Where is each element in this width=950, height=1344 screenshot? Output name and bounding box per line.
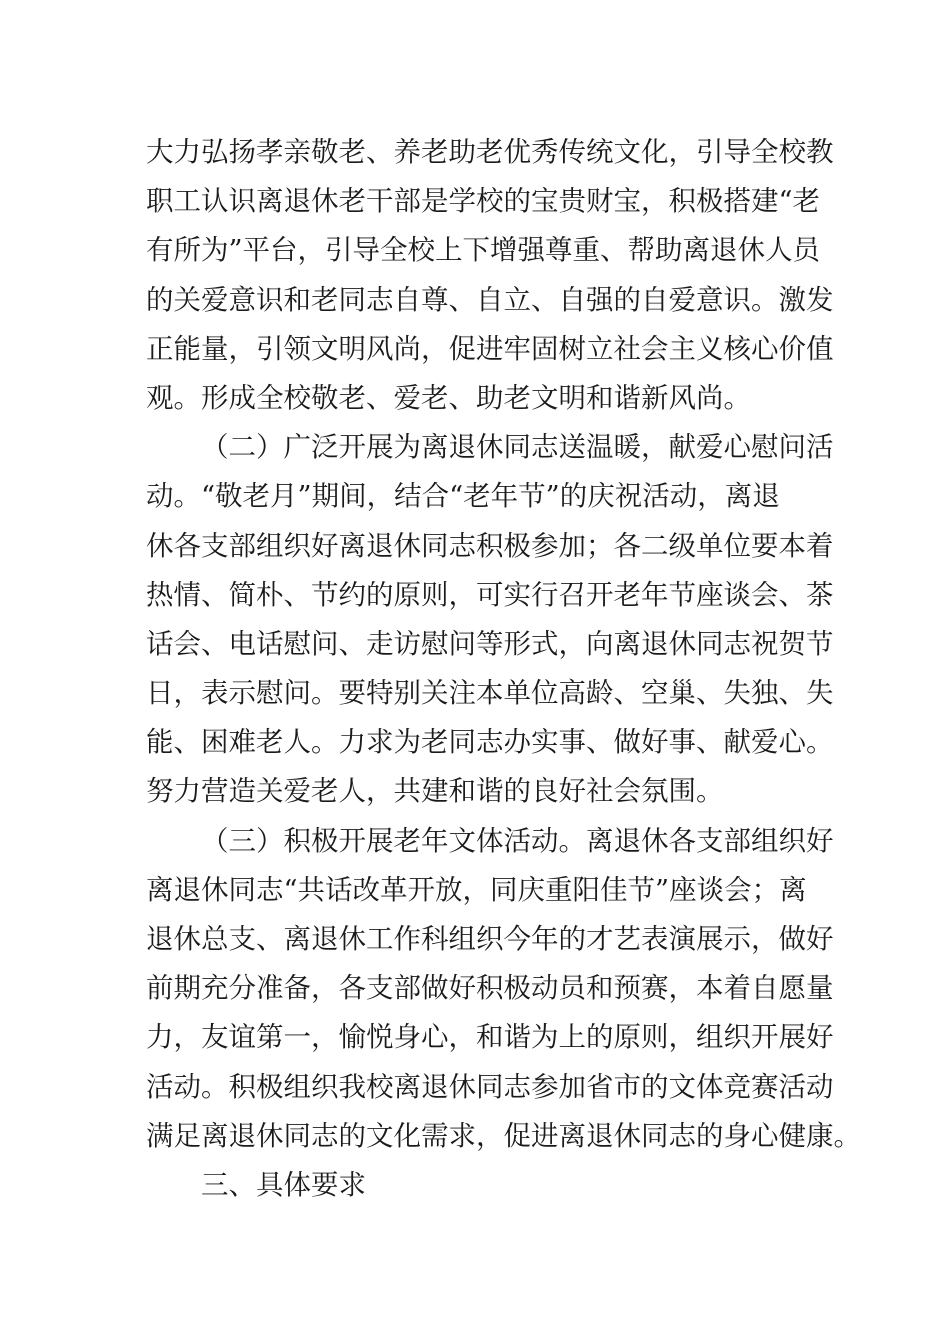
text-line: 三、具体要求 [201, 1168, 366, 1201]
text-line: 大力弘扬孝亲敬老、养老助老优秀传统文化，引导全校教 [146, 136, 834, 168]
text-line: 退休总支、离退休工作科组织今年的才艺表演展示，做好 [146, 923, 834, 955]
text-line: 努力营造关爱老人，共建和谐的良好社会氛围。 [146, 775, 724, 808]
text-line: 观。形成全校敬老、爱老、助老文明和谐新风尚。 [146, 381, 751, 414]
text-line: 力，友谊第一，愉悦身心，和谐为上的原则，组织开展好 [146, 1021, 834, 1054]
text-line: 正能量，引领文明风尚，促进牢固树立社会主义核心价值 [146, 332, 834, 365]
text-line: 有所为”平台，引导全校上下增强尊重、帮助离退休人员 [146, 234, 821, 267]
text-line: 活动。积极组织我校离退休同志参加省市的文体竞赛活动 [146, 1070, 834, 1103]
text-line: 的关爱意识和老同志自尊、自立、自强的自爱意识。激发 [146, 283, 834, 316]
text-line: 话会、电话慰问、走访慰问等形式，向离退休同志祝贺节 [146, 627, 834, 660]
text-line: （三）积极开展老年文体活动。离退休各支部组织好 [201, 824, 834, 857]
text-line: 前期充分准备，各支部做好积极动员和预赛，本着自愿量 [146, 972, 834, 1005]
text-line: （二）广泛开展为离退休同志送温暖，献爱心慰问活 [201, 431, 834, 464]
text-line: 日，表示慰问。要特别关注本单位高龄、空巢、失独、失 [146, 677, 834, 710]
text-line: 动。“敬老月”期间，结合“老年节”的庆祝活动，离退 [146, 480, 780, 513]
text-line: 能、困难老人。力求为老同志办实事、做好事、献爱心。 [146, 726, 834, 759]
body-text [146, 128, 861, 1210]
text-line: 职工认识离退休老干部是学校的宝贵财宝，积极搭建“老 [146, 185, 821, 218]
text-line: 热情、简朴、节约的原则，可实行召开老年节座谈会、茶 [146, 578, 834, 611]
text-line: 满足离退休同志的文化需求，促进离退休同志的身心健康。 [146, 1119, 861, 1152]
text-line: 休各支部组织好离退休同志积极参加；各二级单位要本着 [146, 529, 834, 562]
text-line: 离退休同志“共话改革开放，同庆重阳佳节”座谈会；离 [146, 873, 807, 906]
